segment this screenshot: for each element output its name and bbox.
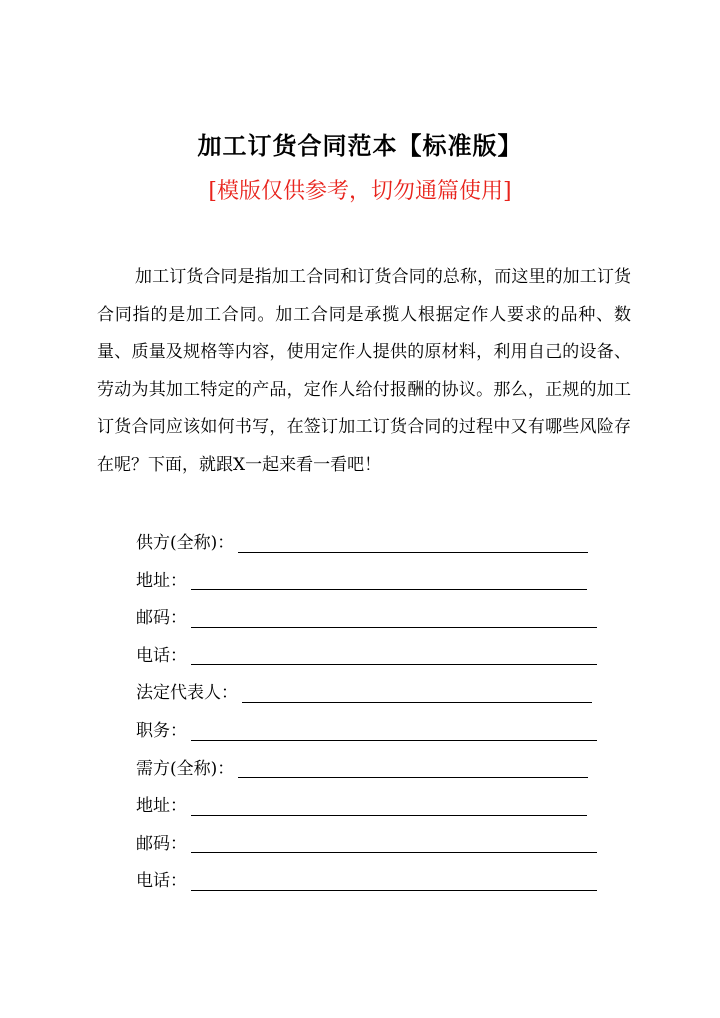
field-label: 地址： <box>136 796 187 817</box>
field-label: 邮码： <box>136 833 187 854</box>
fill-in-line[interactable] <box>191 601 597 628</box>
document-title: 加工订货合同范本【标准版】 <box>197 131 523 160</box>
field-buyer-name <box>136 751 606 789</box>
field-buyer-phone <box>136 863 606 901</box>
fill-in-line[interactable] <box>238 526 588 553</box>
field-buyer-address <box>136 788 606 826</box>
fill-in-line[interactable] <box>238 751 588 778</box>
document-subtitle: [模版仅供参考，切勿通篇使用] <box>208 179 512 204</box>
field-label: 地址： <box>136 570 187 591</box>
intro-paragraph: 加工订货合同是指加工合同和订货合同的总称，而这里的加工订货合同指的是加工合同。加工合同是承揽人根据定作人要求的品种、数量、质量及规格等内容，使用定作人提供的原材料，利用自己的设备、劳动为其加工特定的产品，定作人给付报酬的协议。那么，正规的加工订货合同应该如何书写，在签订加工订货合同的过程中又有哪些风险存在呢？下面，就跟X一起来看一看吧！ <box>97 267 631 475</box>
fill-in-line[interactable] <box>242 676 592 703</box>
fill-in-line[interactable] <box>191 864 597 891</box>
fill-in-line[interactable] <box>191 638 597 665</box>
field-supplier-name <box>136 525 606 563</box>
field-supplier-address <box>136 563 606 601</box>
fill-in-line[interactable] <box>191 714 597 741</box>
field-label: 需方(全称)： <box>136 758 235 779</box>
fill-in-line[interactable] <box>191 563 587 590</box>
field-label: 电话： <box>136 645 187 666</box>
field-label: 职务： <box>136 720 187 741</box>
field-position <box>136 713 606 751</box>
field-supplier-phone <box>136 638 606 676</box>
fill-in-line[interactable] <box>191 826 597 853</box>
fill-in-line[interactable] <box>191 789 587 816</box>
field-label: 法定代表人： <box>136 683 238 704</box>
party-info-fields <box>136 525 606 901</box>
field-legal-representative <box>136 675 606 713</box>
field-label: 电话： <box>136 871 187 892</box>
field-supplier-postcode <box>136 600 606 638</box>
field-label: 邮码： <box>136 608 187 629</box>
field-label: 供方(全称)： <box>136 533 235 553</box>
field-buyer-postcode <box>136 826 606 864</box>
